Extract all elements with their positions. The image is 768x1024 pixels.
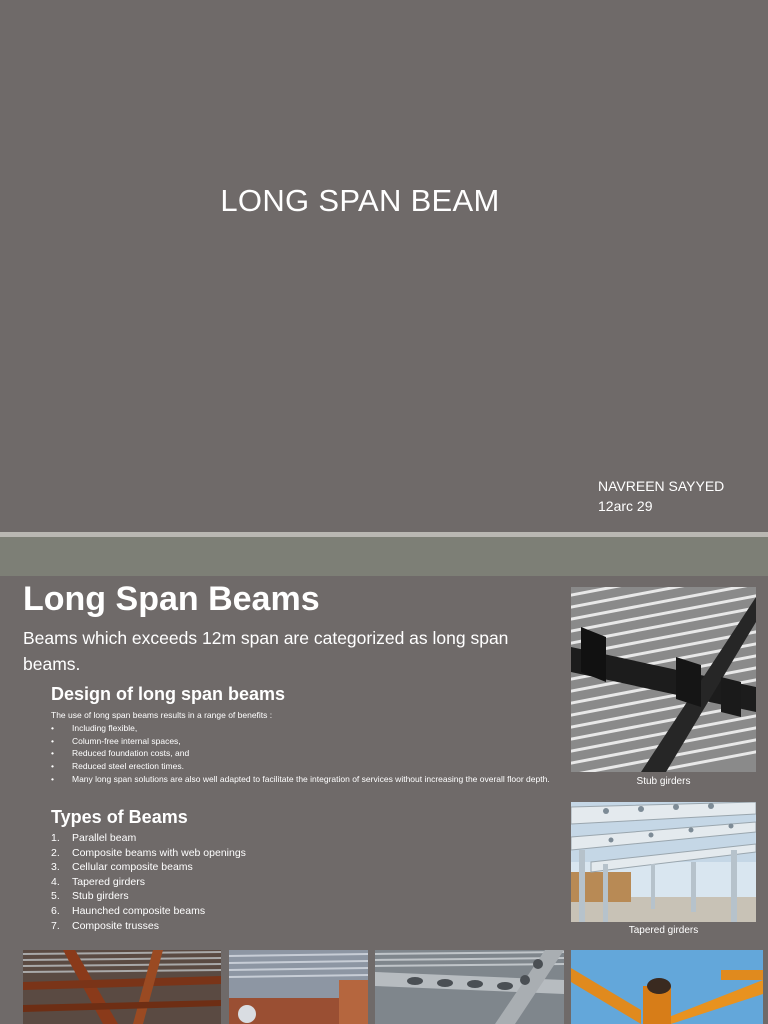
list-item: • Column-free internal spaces, [51, 735, 181, 746]
stub-girder-photo [571, 587, 756, 772]
stub-girder-caption: Stub girders [636, 776, 691, 787]
list-item: 7. Composite trusses [51, 919, 159, 932]
cellular-beam-photo [375, 950, 564, 1024]
list-item: 6. Haunched composite beams [51, 904, 206, 917]
author-name: NAVREEN SAYYED [598, 478, 725, 494]
list-item: 5. Stub girders [51, 890, 129, 903]
list-item: • Reduced foundation costs, and [51, 748, 190, 759]
tapered-girder-caption: Tapered girders [628, 925, 699, 936]
steel-beams-photo [23, 950, 221, 1024]
list-item: • Reduced steel erection times. [51, 761, 184, 772]
cellular-beam-deck-photo [229, 950, 368, 1024]
list-item: 4. Tapered girders [51, 875, 145, 888]
list-item: 2. Composite beams with web openings [51, 846, 246, 859]
tapered-girder-photo [571, 802, 756, 922]
benefits-intro: The use of long span beams results in a range of benefits : [51, 710, 273, 720]
list-item: 3. Cellular composite beams [51, 861, 193, 874]
slide-heading: Long Span Beams [23, 580, 320, 618]
design-heading: Design of long span beams [51, 684, 286, 704]
cover-title: LONG SPAN BEAM [220, 183, 500, 218]
author-id: 12arc 29 [598, 498, 653, 514]
list-item: 1. Parallel beam [51, 832, 137, 844]
slide-intro: Beams which exceeds 12m span are categorized as long span beams. [23, 628, 509, 674]
orange-steel-frame-photo [571, 950, 763, 1024]
slide-divider-band [0, 537, 768, 576]
types-list [51, 831, 246, 933]
list-item: • Including flexible, [51, 723, 138, 733]
cover-author [598, 476, 724, 516]
list-item: • Many long span solutions are also well adapted to facilitate the integration of services without increasing the overall floor depth. [51, 773, 550, 784]
types-heading: Types of Beams [51, 807, 188, 827]
benefits-list [51, 722, 551, 786]
